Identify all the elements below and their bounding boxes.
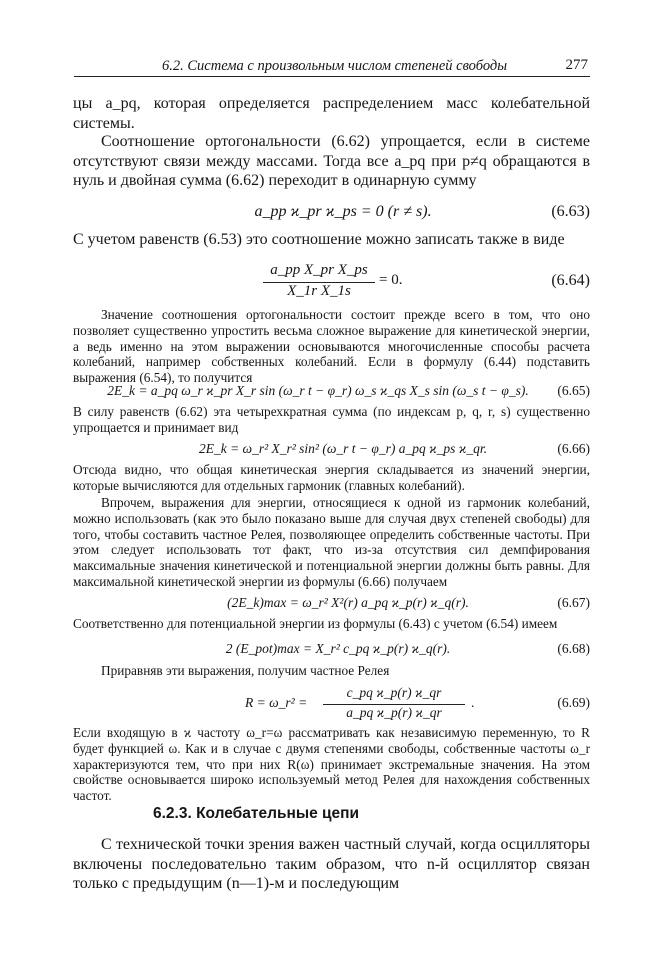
equation-number: (6.68) [557,641,590,656]
paragraph: цы a_pq, которая определяется распределением масс колебательной системы. [73,95,590,132]
page-number: 277 [565,57,588,73]
paragraph: Соответственно для потенциальной энергии из формулы (6.43) с учетом (6.54) имеем [73,616,558,631]
paragraph: Приравняв эти выражения, получим частное Релея [101,663,390,678]
equation-formula: a_pp ϰ_pr ϰ_ps = 0 (r ≠ s). [254,203,432,220]
paragraph: В силу равенств (6.62) эта четырехкратная сумма (по индексам p, q, r, s) существенно упрощается и принимает вид [73,404,590,435]
equation-6-67 [73,595,590,617]
equation-number: (6.67) [557,595,590,610]
paragraph: Впрочем, выражения для энергии, относящиеся к одной из гармоник колебаний, можно использовать (как это было показано выше для случая двух степеней свободы) для того, чтобы составить частное Релея, позволяющее определить собственные частоты. При этом следует использовать тот факт, что из-за отсутствия сил демпфирования максимальные значения кинетической и потенциальной энергии должны быть равны. Для максимальной кинетической энергии из формулы (6.66) получаем [73,495,590,589]
equation-number: (6.64) [551,272,590,289]
equation-6-65 [73,383,590,405]
fraction-denominator: X_1r X_1s [287,283,351,299]
equation-6-68 [73,641,590,663]
equation-formula: 2E_k = a_pq ω_r ϰ_pr X_r sin (ω_r t − φ_r) ω_s ϰ_qs X_s sin (ω_s t − φ_s). [107,383,529,398]
paragraph: Соотношение ортогональности (6.62) упрощается, если в системе отсутствуют связи между массами. Тогда все a_pq при p≠q обращаются в нуль и двойная сумма (6.62) переходит в одинарную сумму [73,133,590,189]
page-header [74,54,590,77]
equation-6-69 [73,685,590,725]
fraction-numerator: c_pq ϰ_p(r) ϰ_qr [346,685,442,700]
paragraph: Отсюда видно, что общая кинетическая энергия складывается из значений энергии, которые вычисляются для отдельных гармоник (главных колебаний). [73,462,590,493]
equation-rest: = 0. [379,272,403,288]
running-head: 6.2. Система с произвольным числом степеней свободы [162,58,508,74]
paragraph: Если входящую в ϰ частоту ω_r=ω рассматривать как независимую переменную, то R будет функцией ω. Как и в случае с двумя степенями свободы, собственные частоты ω_r характеризуются тем, что при них R(ω) принимает экстремальные значения. На этом свойстве основывается широко используемый метод Релея для нахождения собственных частот. [73,725,590,804]
equation-6-63 [73,203,590,225]
equation-number: (6.63) [551,203,590,220]
equation-6-66 [73,441,590,463]
section-heading: 6.2.3. Колебательные цепи [153,805,360,822]
paragraph: С учетом равенств (6.53) это соотношение можно записать также в виде [73,231,565,248]
equation-formula: 2 (E_pot)max = X_r² c_pq ϰ_p(r) ϰ_q(r). [225,641,451,656]
equation-lhs: R = ω_r² = [245,695,308,710]
fraction-numerator: a_pp X_pr X_ps [270,262,368,278]
equation-number: (6.65) [557,383,590,398]
equation-rest: . [471,695,475,710]
equation-formula: 2E_k = ω_r² X_r² sin² (ω_r t − φ_r) a_pq ϰ_ps ϰ_qr. [198,441,488,456]
fraction-denominator: a_pq ϰ_p(r) ϰ_qr [346,705,442,720]
equation-6-64 [73,262,590,302]
paragraph: Значение соотношения ортогональности состоит прежде всего в том, что оно позволяет существенно упростить весьма сложное выражение для кинетической энергии, а ведь именно на этом выражении основываются многочисленные способы расчета колебаний, например собственных колебаний. Если в формулу (6.44) подставить выражения (6.54), то получится [73,307,590,386]
equation-number: (6.69) [557,695,590,710]
paragraph: С технической точки зрения важен частный случай, когда осцилляторы включены последовательно таким образом, что n-й осциллятор связан только с предыдущим (n—1)-м и последующим [73,836,590,892]
equation-formula: (2E_k)max = ω_r² X²(r) a_pq ϰ_p(r) ϰ_q(r). [227,595,469,610]
equation-number: (6.66) [557,441,590,456]
